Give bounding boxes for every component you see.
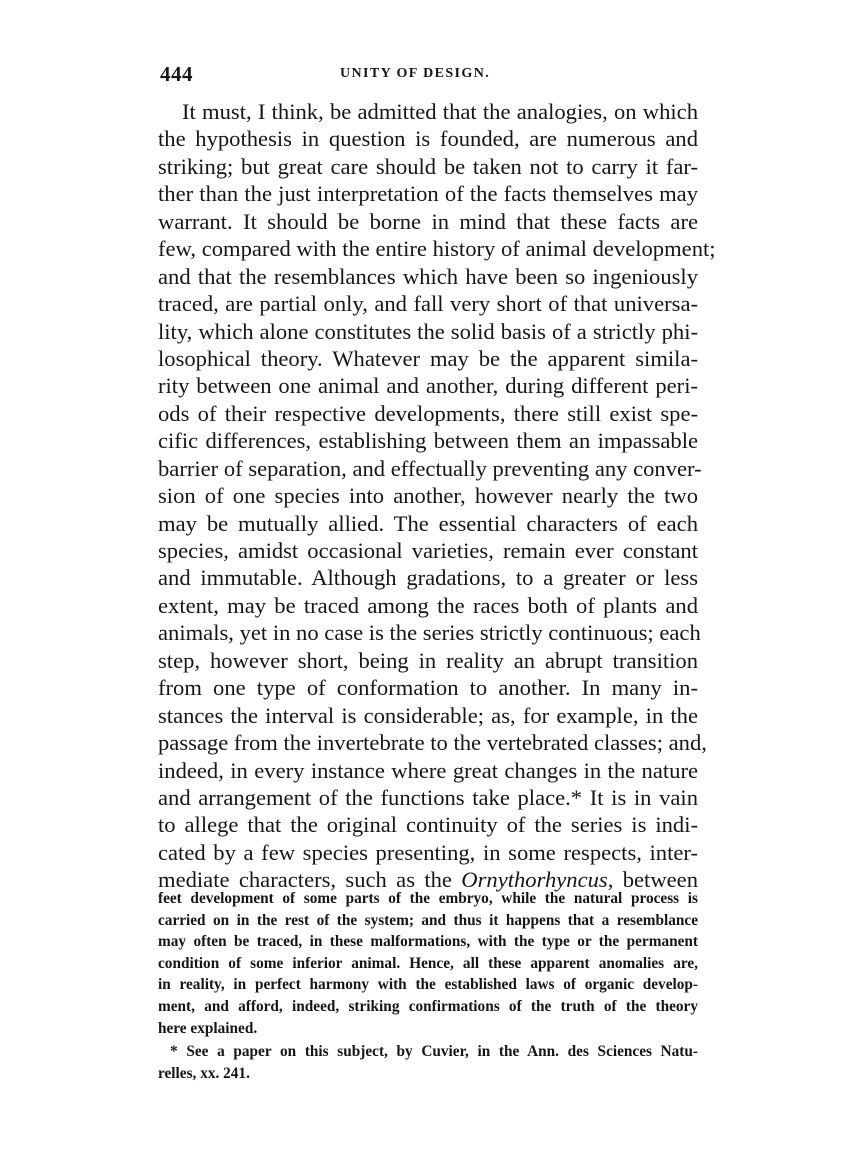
body-line: striking; but great care should be taken not to carry it far-	[158, 153, 698, 179]
body-line: cific differences, establishing between them an impassable	[158, 428, 698, 454]
body-text-segment: between	[613, 867, 698, 893]
note-line: here explained.	[158, 1019, 258, 1037]
body-line: passage from the invertebrate to the vertebrated classes; and,	[158, 730, 707, 756]
body-line: warrant. It should be borne in mind that these facts are	[158, 208, 698, 234]
body-line: ther than the just interpretation of the facts themselves may	[158, 181, 698, 207]
page-number: 444	[160, 62, 193, 86]
body-line: indeed, in every instance where great changes in the nature	[158, 757, 698, 783]
body-line: and immutable. Although gradations, to a greater or less	[158, 565, 698, 591]
footnote	[158, 1041, 698, 1084]
footnote-line: * See a paper on this subject, by Cuvier, in the Ann. des Sciences Natu-	[170, 1043, 698, 1061]
italic-species-name: Ornythorhyncus,	[461, 867, 614, 893]
body-line: and arrangement of the functions take place.* It is in vain	[158, 784, 698, 810]
body-line: to allege that the original continuity of the series is indi-	[158, 812, 698, 838]
body-line: step, however short, being in reality an abrupt transition	[158, 647, 698, 673]
note-line: carried on in the rest of the system; and thus it happens that a resemblance	[158, 911, 698, 929]
body-line: lity, which alone constitutes the solid basis of a strictly phi-	[158, 318, 698, 344]
running-head: UNITY OF DESIGN.	[340, 66, 491, 81]
body-line: sion of one species into another, however nearly the two	[158, 483, 698, 509]
body-line: the hypothesis in question is founded, are numerous and	[158, 126, 698, 152]
body-text-segment: mediate characters, such as the	[158, 867, 462, 893]
body-line: and that the resemblances which have been so ingeniously	[158, 263, 698, 289]
main-paragraph	[158, 98, 716, 894]
note-line: feet development of some parts of the embryo, while the natural process is	[158, 890, 698, 907]
body-line: cated by a few species presenting, in some respects, inter-	[158, 839, 698, 865]
body-line: from one type of conformation to another. In many in-	[158, 675, 698, 701]
body-line: few, compared with the entire history of animal development;	[158, 236, 716, 262]
body-line: It must, I think, be admitted that the analogies, on which	[182, 99, 698, 124]
body-line: extent, may be traced among the races both of plants and	[158, 592, 698, 618]
notes-section	[158, 888, 698, 1084]
footnote-line: relles, xx. 241.	[158, 1064, 250, 1082]
body-line: barrier of separation, and effectually preventing any conver-	[158, 455, 702, 481]
body-line: rity between one animal and another, during different peri-	[158, 373, 698, 399]
body-line: ods of their respective developments, there still exist spe-	[158, 400, 698, 426]
note-line: condition of some inferior animal. Hence, all these apparent anomalies are,	[158, 954, 698, 972]
body-line: may be mutually allied. The essential characters of each	[158, 510, 698, 536]
body-line: stances the interval is considerable; as, for example, in the	[158, 702, 698, 728]
body-line: losophical theory. Whatever may be the apparent simila-	[158, 345, 698, 371]
note-line: in reality, in perfect harmony with the established laws of organic develop-	[158, 976, 698, 994]
note-line: may often be traced, in these malformations, with the type or the permanent	[158, 933, 698, 951]
body-line: animals, yet in no case is the series strictly continuous; each	[158, 620, 701, 646]
note-line: ment, and afford, indeed, striking confirmations of the truth of the theory	[158, 997, 698, 1015]
page-header	[160, 60, 696, 88]
note-continuation	[158, 888, 698, 1039]
body-line: species, amidst occasional varieties, remain ever constant	[158, 538, 698, 563]
body-line: traced, are partial only, and fall very short of that universa-	[158, 291, 698, 317]
